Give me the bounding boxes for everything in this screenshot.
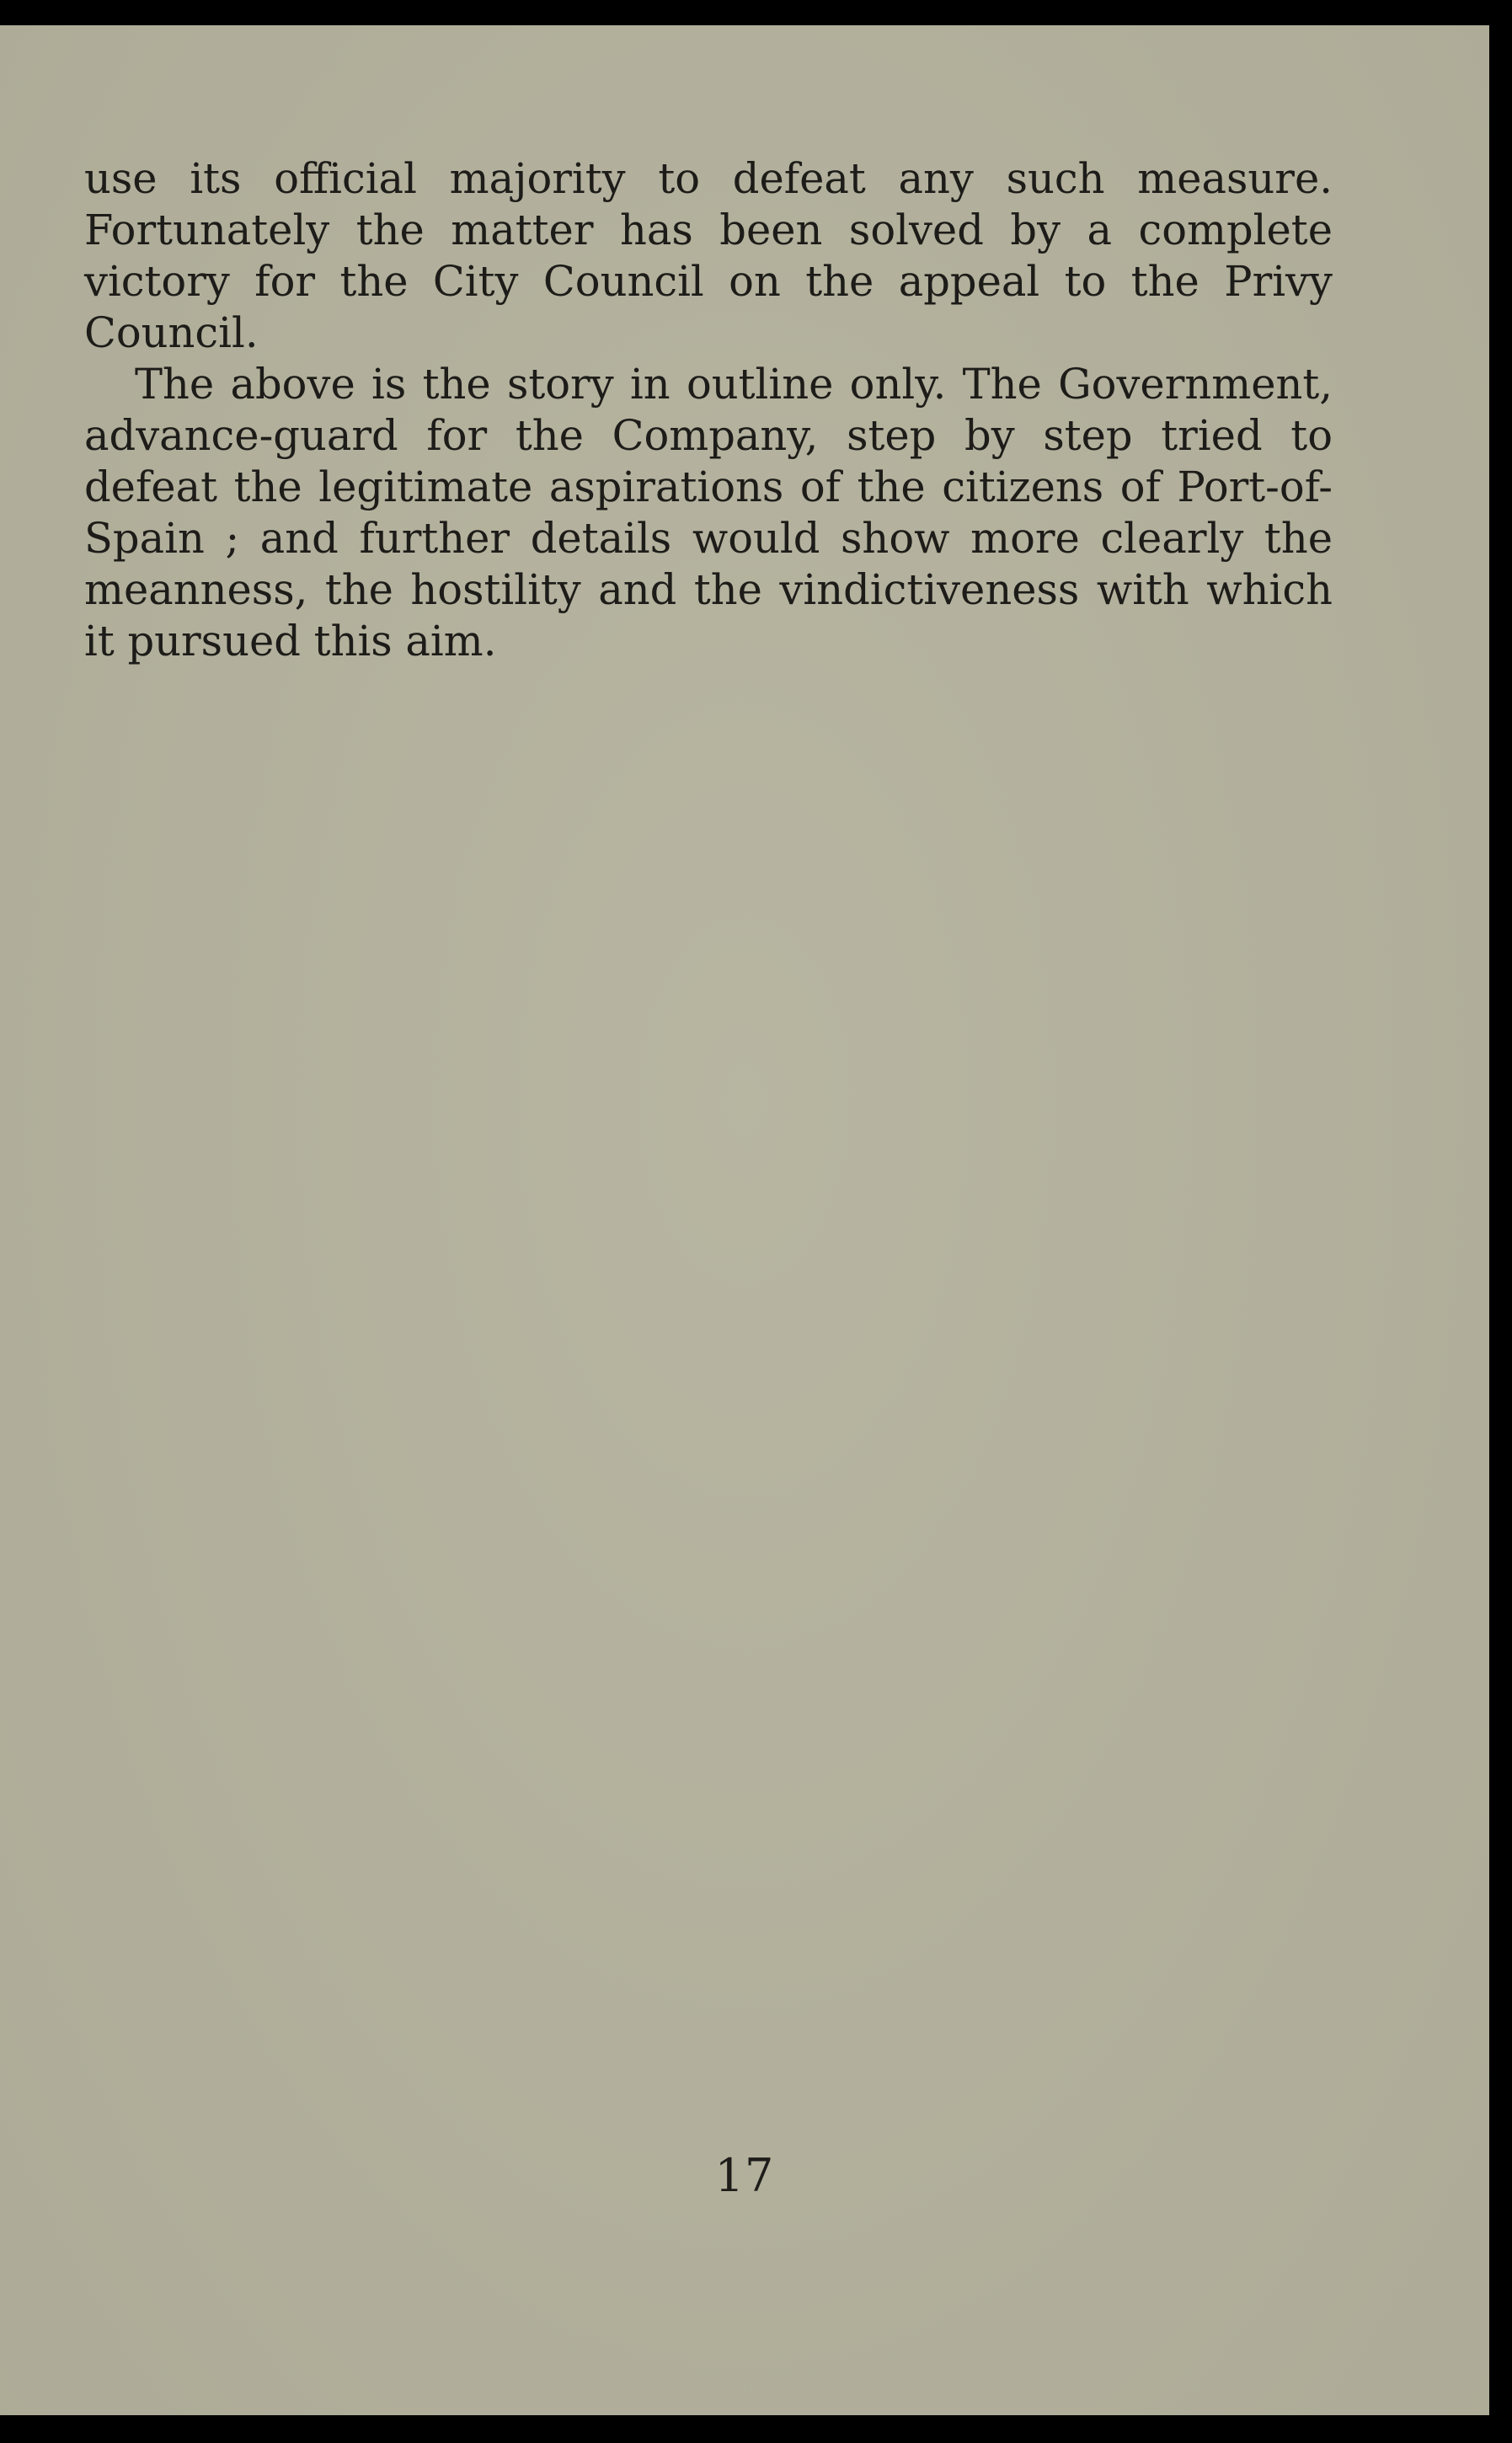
page-number: 17 bbox=[714, 2149, 775, 2202]
paragraph: The above is the story in outline only. The Government, advance-guard for the Company, step by step tried to defeat the legitimate aspirations of the citizens of Port-of-Spain ; and further details would show more clearly the meanness, the hostility and the vindictiveness with which it pursued this aim. bbox=[84, 360, 1333, 666]
body-text bbox=[84, 153, 1333, 667]
book-page bbox=[0, 25, 1489, 2415]
paragraph-continuation: use its official majority to defeat any such measure. Fortunately the matter has been solved by a complete victory for the City Council on the appeal to the Privy Council. bbox=[84, 154, 1333, 357]
